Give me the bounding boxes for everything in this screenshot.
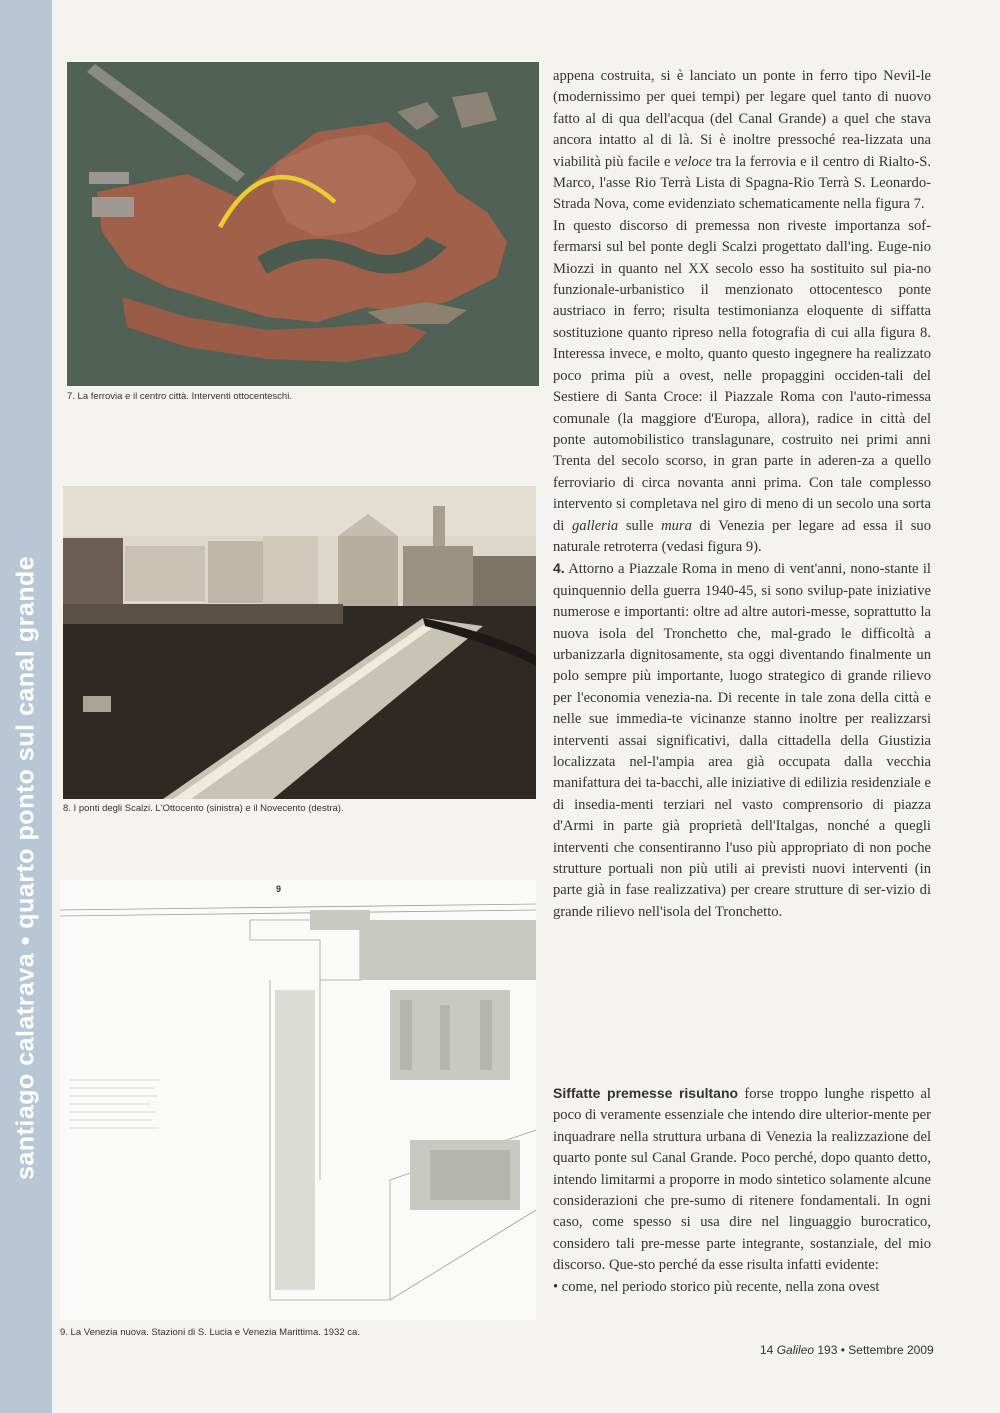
article-paragraph: appena costruita, si è lanciato un ponte in ferro tipo Nevil-le (modernissimo per quei tempi) per legare quel tanto di nuovo fatto al di qua dell'acqua (del Canal Grande) a quel che stava ancora intatto al di là. Si è inoltre pressoché rea-lizzata una viabilità più facile e veloce tra la ferrovia e il centro di Rialto-S. Marco, l'asse Rio Terrà Lista di Spagna-Rio Terrà S. Leonardo-Strada Nova, come evidenziato schematicamente nella figura 7. [553, 68, 931, 213]
historical-map-image [60, 880, 536, 1320]
bridges-photo-image [63, 486, 536, 799]
figure-9-historical-map [60, 880, 536, 1320]
figure-9-map-mark: 9 [276, 884, 282, 894]
aerial-photo-image [67, 62, 539, 386]
issue-info: 193 • Settembre 2009 [814, 1343, 934, 1357]
page-footer [760, 1343, 934, 1357]
article-paragraph: Siffatte premesse risultano forse troppo lunghe rispetto al poco di veramente essenziale che intendo dire ulterior-mente per inquadrare nella struttura urbana di Venezia la realizzazione del quarto ponte sul Canal Grande. Poco perché, dopo quanto detto, intendo limitarmi a proporre in modo sintetico solamente alcune considerazioni che pre-sumo di ritenere fondamentali. In ogni caso, come spesso si usa dire nel linguaggio burocratico, considero tali pre-messe parte integrante, sostanziale, del mio discorso. Que-sto perché da esse risulta infatti evidente: [553, 1085, 931, 1274]
figure-8-caption: 8. I ponti degli Scalzi. L'Ottocento (sinistra) e il Novecento (destra). [63, 803, 344, 814]
side-band [0, 0, 52, 1413]
magazine-name: Galileo [776, 1343, 815, 1357]
article-paragraph: 4. Attorno a Piazzale Roma in meno di vent'anni, nono-stante il quinquennio della guerra 1940-45, si sono svilup-pate iniziative numerose e importanti: oltre ad altre autori-messe, soprattutto la nuova isola del Tronchetto che, mal-grado le difficoltà a urbanizzarla dignitosamente, sta oggi diventando finalmente un polo sempre più importante, luogo strategico di grande rilievo per l'economia venezia-na. Di recente in tale zona della città e nelle sue immedia-te vicinanze stanno inoltre per realizzarsi interventi assai significativi, dalla cittadella della Giustizia localizzata nel-l'ampia area già occupata dalla vecchia manifattura dei ta-bacchi, alle iniziative di edilizia residenziale e di insedia-menti terziari nel vasto comprensorio di piazza d'Armi in parte già proprietà dell'Italgas, nonché a quegli interventi che consentiranno l'uso più appropriato di non poche strutture portuali non più utili ai previsti nuovi interventi (in parte già in fase realizzativa) per creare strutture di ser-vizio di grande rilievo nell'isola del Tronchetto. [553, 560, 931, 920]
figure-7-caption: 7. La ferrovia e il centro città. Interventi ottocenteschi. [67, 391, 292, 402]
article-paragraph: In questo discorso di premessa non riveste importanza sof-fermarsi sul bel ponte degli Scalzi progettato dall'ing. Euge-nio Miozzi in quanto nel XX secolo esso ha sostituito sul pia-no funzionale-urbanistico il menzionato ottocentesco ponte austriaco in ferro; risulta testimonianza eloquente di siffatta sostituzione quanto ripreso nella fotografia di cui alla figura 8. Interessa invece, e molto, quanto questo ingegnere ha realizzato poco prima più a ovest, nelle propaggini occiden-tali del Sestiere di Santa Croce: il Piazzale Roma con l'auto-rimessa comunale (la maggiore d'Europa, allora), radice in città del ponte automobilistico translagunare, costruito nei primi anni Trenta del secolo scorso, in gran parte in aderen-za a quello ferroviario di circa novanta anni prima. Con tale complesso intervento si completava nel giro di meno di un secolo una sorta di galleria sulle mura di Venezia per legare ad essa il suo naturale retroterra (vedasi figura 9). [553, 217, 931, 555]
page-number: 14 [760, 1343, 777, 1357]
paragraph-lead-in: Siffatte premesse risultano [553, 1085, 739, 1101]
figure-9-caption: 9. La Venezia nuova. Stazioni di S. Lucia e Venezia Marittima. 1932 ca. [60, 1327, 360, 1338]
section-number: 4. [553, 560, 565, 577]
article-bullet: • come, nel periodo storico più recente, nella zona ovest [553, 1278, 880, 1295]
article-column-bottom [553, 1083, 931, 1298]
figure-7-aerial-photo [67, 62, 539, 386]
section-vertical-title: santiago calatrava • quarto ponto sul canal grande [11, 555, 40, 1180]
article-column-top [553, 66, 931, 923]
figure-8-bridges-photo [63, 486, 536, 799]
